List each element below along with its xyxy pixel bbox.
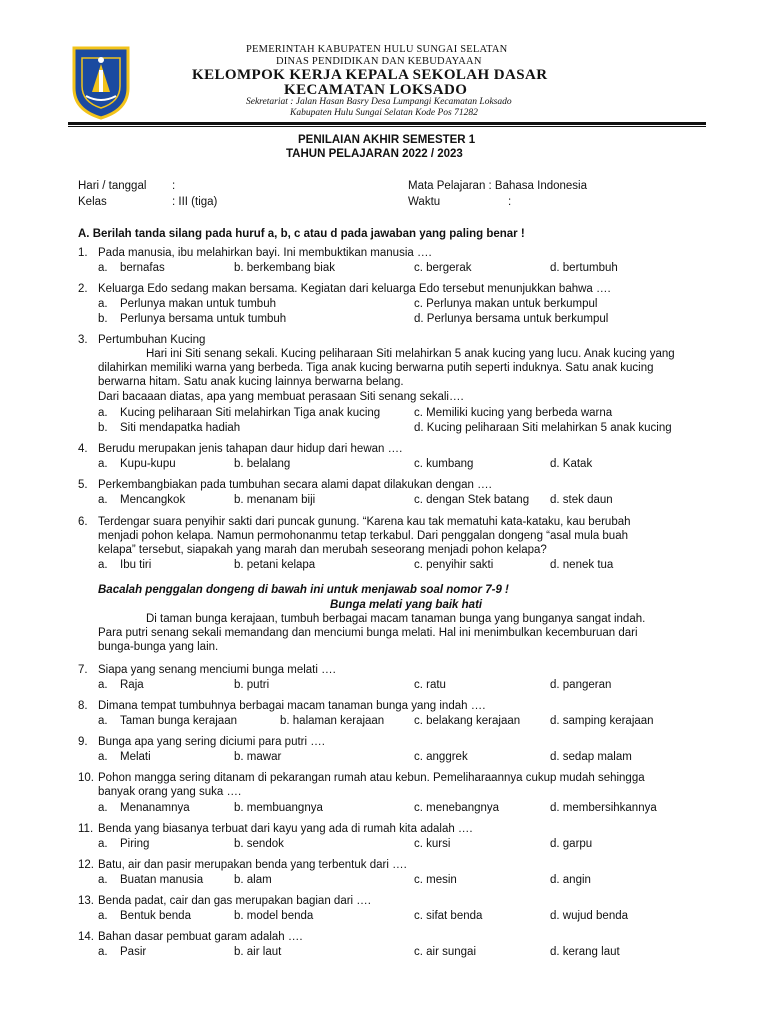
question-number: 9.	[78, 736, 88, 748]
reading-paragraph: Hari ini Siti senang sekali. Kucing peliharaan Siti melahirkan 5 anak kucing yang lucu. Anak kucing yang	[146, 348, 675, 360]
option-d[interactable]: d. Kucing peliharaan Siti melahirkan 5 anak kucing	[414, 422, 672, 434]
option-d[interactable]: d. sedap malam	[550, 751, 632, 763]
mapel-label: Mata Pelajaran : Bahasa Indonesia	[408, 180, 588, 192]
option-d[interactable]: d. membersihkannya	[550, 802, 657, 814]
question-text: Benda yang biasanya terbuat dari kayu yang ada di rumah kita adalah ….	[98, 823, 473, 835]
question-text: Bahan dasar pembuat garam adalah ….	[98, 931, 303, 943]
header-line1: PEMERINTAH KABUPATEN HULU SUNGAI SELATAN	[246, 44, 508, 55]
option-c[interactable]: c. Perlunya makan untuk berkumpul	[414, 298, 598, 310]
option-c[interactable]: c. kursi	[414, 838, 451, 850]
option-a[interactable]: Buatan manusia	[120, 874, 204, 886]
option-a[interactable]: Bentuk benda	[120, 910, 191, 922]
option-a-letter[interactable]: a.	[98, 458, 108, 470]
option-a[interactable]: Ibu tiri	[120, 559, 152, 571]
option-b[interactable]: b. alam	[234, 874, 272, 886]
option-a[interactable]: Kupu-kupu	[120, 458, 176, 470]
option-b-letter[interactable]: b.	[98, 422, 108, 434]
option-a-letter[interactable]: a.	[98, 874, 108, 886]
option-d[interactable]: d. kerang laut	[550, 946, 620, 958]
kelas-label: Kelas	[78, 196, 107, 208]
option-c[interactable]: c. menebangnya	[414, 802, 500, 814]
question-text: Keluarga Edo sedang makan bersama. Kegiatan dari keluarga Edo tersebut menunjukkan bahwa ….	[98, 283, 611, 295]
reading-paragraph: dilahirkan memiliki warna yang berbeda. Tiga anak kucing berwarna putih seperti induknya. Satu anak kucing	[98, 362, 654, 374]
option-a-letter[interactable]: a.	[98, 715, 108, 727]
option-d[interactable]: d. wujud benda	[550, 910, 629, 922]
question-text: Berudu merupakan jenis tahapan daur hidup dari hewan ….	[98, 443, 403, 455]
header-line2: DINAS PENDIDIKAN DAN KEBUDAYAAN	[276, 56, 482, 67]
option-a-letter[interactable]: a.	[98, 910, 108, 922]
option-c[interactable]: c. air sungai	[414, 946, 477, 958]
question-text: Dari bacaaan diatas, apa yang membuat perasaan Siti senang sekali….	[98, 391, 464, 403]
question-text: Pada manusia, ibu melahirkan bayi. Ini membuktikan manusia ….	[98, 247, 432, 259]
question-number: 11.	[78, 823, 94, 835]
question-text: Benda padat, cair dan gas merupakan bagian dari ….	[98, 895, 371, 907]
option-b[interactable]: b. air laut	[234, 946, 282, 958]
question-number: 3.	[78, 334, 88, 346]
question-number: 8.	[78, 700, 88, 712]
option-a-letter[interactable]: a.	[98, 838, 108, 850]
header-rule-thin	[68, 126, 706, 127]
story-paragraph: Para putri senang sekali memandang dan menciumi bunga melati. Hal ini menimbulkan kecemburuan dari	[98, 627, 638, 639]
question-text: Pertumbuhan Kucing	[98, 334, 206, 346]
option-d[interactable]: d. angin	[550, 874, 591, 886]
exam-year: TAHUN PELAJARAN 2022 / 2023	[286, 148, 463, 160]
option-b[interactable]: b. membuangnya	[234, 802, 323, 814]
header-line3: KELOMPOK KERJA KEPALA SEKOLAH DASAR	[192, 67, 548, 83]
option-c[interactable]: c. bergerak	[414, 262, 472, 274]
waktu-value[interactable]: :	[508, 196, 512, 208]
option-a-letter[interactable]: a.	[98, 802, 108, 814]
hari-label: Hari / tanggal	[78, 180, 147, 192]
question-text: Batu, air dan pasir merupakan benda yang terbentuk dari ….	[98, 859, 407, 871]
question-text: Bunga apa yang sering diciumi para putri ….	[98, 736, 325, 748]
option-c[interactable]: c. penyihir sakti	[414, 559, 494, 571]
option-a[interactable]: Mencangkok	[120, 494, 186, 506]
question-text: Pohon mangga sering ditanam di pekarangan rumah atau kebun. Pemeliharaannya cukup mudah sehingga	[98, 772, 645, 784]
option-b[interactable]: Perlunya bersama untuk tumbuh	[120, 313, 287, 325]
reading-paragraph: berwarna hitam. Satu anak kucing lainnya berwarna belang.	[98, 376, 404, 388]
option-b[interactable]: Siti mendapatka hadiah	[120, 422, 241, 434]
option-c[interactable]: c. mesin	[414, 874, 457, 886]
option-d[interactable]: d. nenek tua	[550, 559, 614, 571]
question-text: Terdengar suara penyihir sakti dari puncak gunung. “Karena kau tak mematuhi kata-kataku, kau berubah	[98, 516, 631, 528]
option-a[interactable]: Taman bunga kerajaan	[120, 715, 237, 727]
option-b[interactable]: b. petani kelapa	[234, 559, 316, 571]
header-line5: Sekretariat : Jalan Hasan Basry Desa Lumpangi Kecamatan Loksado	[246, 97, 512, 107]
option-c[interactable]: c. sifat benda	[414, 910, 483, 922]
waktu-label: Waktu	[408, 196, 441, 208]
option-a-letter[interactable]: a.	[98, 679, 108, 691]
exam-title: PENILAIAN AKHIR SEMESTER 1	[298, 134, 476, 146]
option-b[interactable]: b. mawar	[234, 751, 282, 763]
question-number: 6.	[78, 516, 88, 528]
option-a[interactable]: Kucing peliharaan Siti melahirkan Tiga anak kucing	[120, 407, 381, 419]
header-line6: Kabupaten Hulu Sungai Selatan Kode Pos 71282	[290, 108, 478, 118]
option-a[interactable]: Raja	[120, 679, 144, 691]
question-text: kelapa” tersebut, siapakah yang marah dan merubah seseorang menjadi pohon kelapa?	[98, 544, 547, 556]
question-text: Siapa yang senang menciumi bunga melati ….	[98, 664, 336, 676]
hari-value[interactable]: :	[172, 180, 176, 192]
question-number: 5.	[78, 479, 88, 491]
kelas-value: : III (tiga)	[172, 196, 218, 208]
question-number: 14.	[78, 931, 94, 943]
option-d[interactable]: d. garpu	[550, 838, 593, 850]
story-paragraph: bunga-bunga yang lain.	[98, 641, 219, 653]
option-d[interactable]: d. bertumbuh	[550, 262, 618, 274]
header-line4: KECAMATAN LOKSADO	[284, 82, 468, 98]
question-number: 13.	[78, 895, 94, 907]
option-a-letter[interactable]: a.	[98, 262, 108, 274]
option-a[interactable]: Perlunya makan untuk tumbuh	[120, 298, 276, 310]
option-d[interactable]: d. pangeran	[550, 679, 612, 691]
option-a[interactable]: bernafas	[120, 262, 165, 274]
option-b[interactable]: b. menanam biji	[234, 494, 316, 506]
question-number: 1.	[78, 247, 88, 259]
option-a[interactable]: Pasir	[120, 946, 147, 958]
question-number: 7.	[78, 664, 88, 676]
option-a-letter[interactable]: a.	[98, 407, 108, 419]
option-c[interactable]: c. belakang kerajaan	[414, 715, 521, 727]
header-rule-thick	[68, 122, 706, 125]
option-a[interactable]: Melati	[120, 751, 151, 763]
story-instruction: Bacalah penggalan dongeng di bawah ini untuk menjawab soal nomor 7-9 !	[98, 584, 509, 596]
option-b[interactable]: b. sendok	[234, 838, 284, 850]
section-a-instruction: A. Berilah tanda silang pada huruf a, b, c atau d pada jawaban yang paling benar !	[78, 228, 525, 240]
story-title: Bunga melati yang baik hati	[330, 599, 483, 611]
option-b[interactable]: b. berkembang biak	[234, 262, 336, 274]
regency-crest-icon	[70, 44, 132, 120]
option-a[interactable]: Menanamnya	[120, 802, 190, 814]
story-paragraph: Di taman bunga kerajaan, tumbuh berbagai macam tanaman bunga yang bunganya sangat indah.	[146, 613, 646, 625]
option-d[interactable]: d. stek daun	[550, 494, 613, 506]
option-b[interactable]: b. belalang	[234, 458, 291, 470]
option-c[interactable]: c. Memiliki kucing yang berbeda warna	[414, 407, 613, 419]
question-text: banyak orang yang suka ….	[98, 786, 242, 798]
option-b[interactable]: b. putri	[234, 679, 270, 691]
question-number: 2.	[78, 283, 88, 295]
option-c[interactable]: c. ratu	[414, 679, 446, 691]
question-number: 10.	[78, 772, 94, 784]
option-b[interactable]: b. model benda	[234, 910, 314, 922]
option-d[interactable]: d. Katak	[550, 458, 593, 470]
question-text: Perkembangbiakan pada tumbuhan secara alami dapat dilakukan dengan ….	[98, 479, 492, 491]
option-a-letter[interactable]: a.	[98, 559, 108, 571]
option-c[interactable]: c. dengan Stek batang	[414, 494, 530, 506]
option-a-letter[interactable]: a.	[98, 751, 108, 763]
option-a[interactable]: Piring	[120, 838, 150, 850]
option-a-letter[interactable]: a.	[98, 946, 108, 958]
option-d[interactable]: d. samping kerajaan	[550, 715, 654, 727]
option-b-letter[interactable]: b.	[98, 313, 108, 325]
question-number: 12.	[78, 859, 94, 871]
option-a-letter[interactable]: a.	[98, 298, 108, 310]
question-text: menjadi pohon kelapa. Namun permohonanmu tetap terkabul. Dari penggalan dongeng “asal mula buah	[98, 530, 628, 542]
option-b[interactable]: b. halaman kerajaan	[280, 715, 385, 727]
option-d[interactable]: d. Perlunya bersama untuk berkumpul	[414, 313, 609, 325]
option-c[interactable]: c. anggrek	[414, 751, 468, 763]
option-c[interactable]: c. kumbang	[414, 458, 474, 470]
question-number: 4.	[78, 443, 88, 455]
option-a-letter[interactable]: a.	[98, 494, 108, 506]
question-text: Dimana tempat tumbuhnya berbagai macam tanaman bunga yang indah ….	[98, 700, 486, 712]
